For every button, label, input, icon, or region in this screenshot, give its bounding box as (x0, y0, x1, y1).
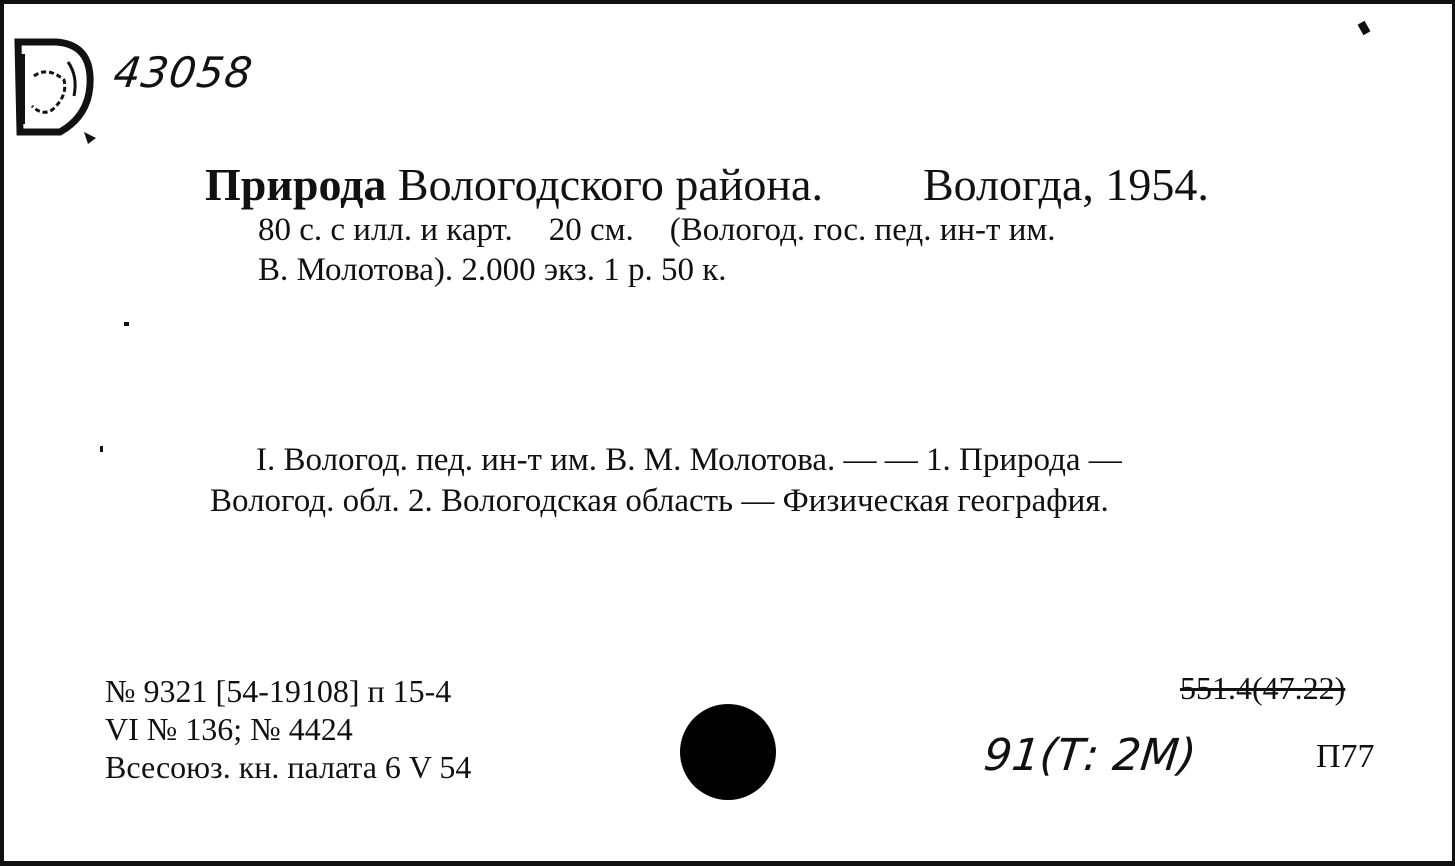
title-main: Природа (205, 159, 387, 210)
card-border-bottom (0, 861, 1455, 866)
ink-speck (124, 322, 129, 326)
description-line-1 (258, 210, 1056, 250)
imprint-line-2: VI № 136; № 4424 (105, 711, 353, 747)
physical-description (258, 210, 1056, 290)
title-statement (205, 158, 1209, 211)
subject-tracings (210, 440, 1122, 522)
imprint-line-3: Всесоюз. кн. палата 6 V 54 (105, 749, 472, 785)
ink-speck (1358, 21, 1371, 35)
card-border-left (0, 0, 4, 866)
new-classification: 91(Т: 2М) (981, 730, 1199, 781)
description-line-2: В. Молотова). 2.000 экз. 1 р. 50 к. (258, 252, 727, 288)
printing-info (105, 672, 471, 786)
place-year: Вологда, 1954. (922, 159, 1209, 210)
old-classification: 551.4(47.22) (1180, 670, 1346, 706)
punch-hole-icon (680, 704, 776, 800)
accession-number: 43058 (110, 48, 257, 97)
size: 20 см. (548, 212, 634, 248)
author-mark: П77 (1316, 738, 1375, 775)
series-note: (Вологод. гос. пед. ин-т им. (669, 212, 1056, 248)
title-rest: Вологодского района. (397, 159, 823, 210)
tracing-line-2: Вологод. обл. 2. Вологодская область — Физическая география. (210, 483, 1109, 519)
ink-speck (100, 446, 103, 452)
library-stamp-icon (8, 36, 98, 146)
tracing-line-1: I. Вологод. пед. ин-т им. В. М. Молотова. — — 1. Природа — (256, 442, 1122, 478)
imprint-line-1: № 9321 [54-19108] п 15-4 (105, 673, 452, 709)
pages-illustrations: 80 с. с илл. и карт. (258, 212, 513, 248)
card-border-top (0, 0, 1455, 4)
